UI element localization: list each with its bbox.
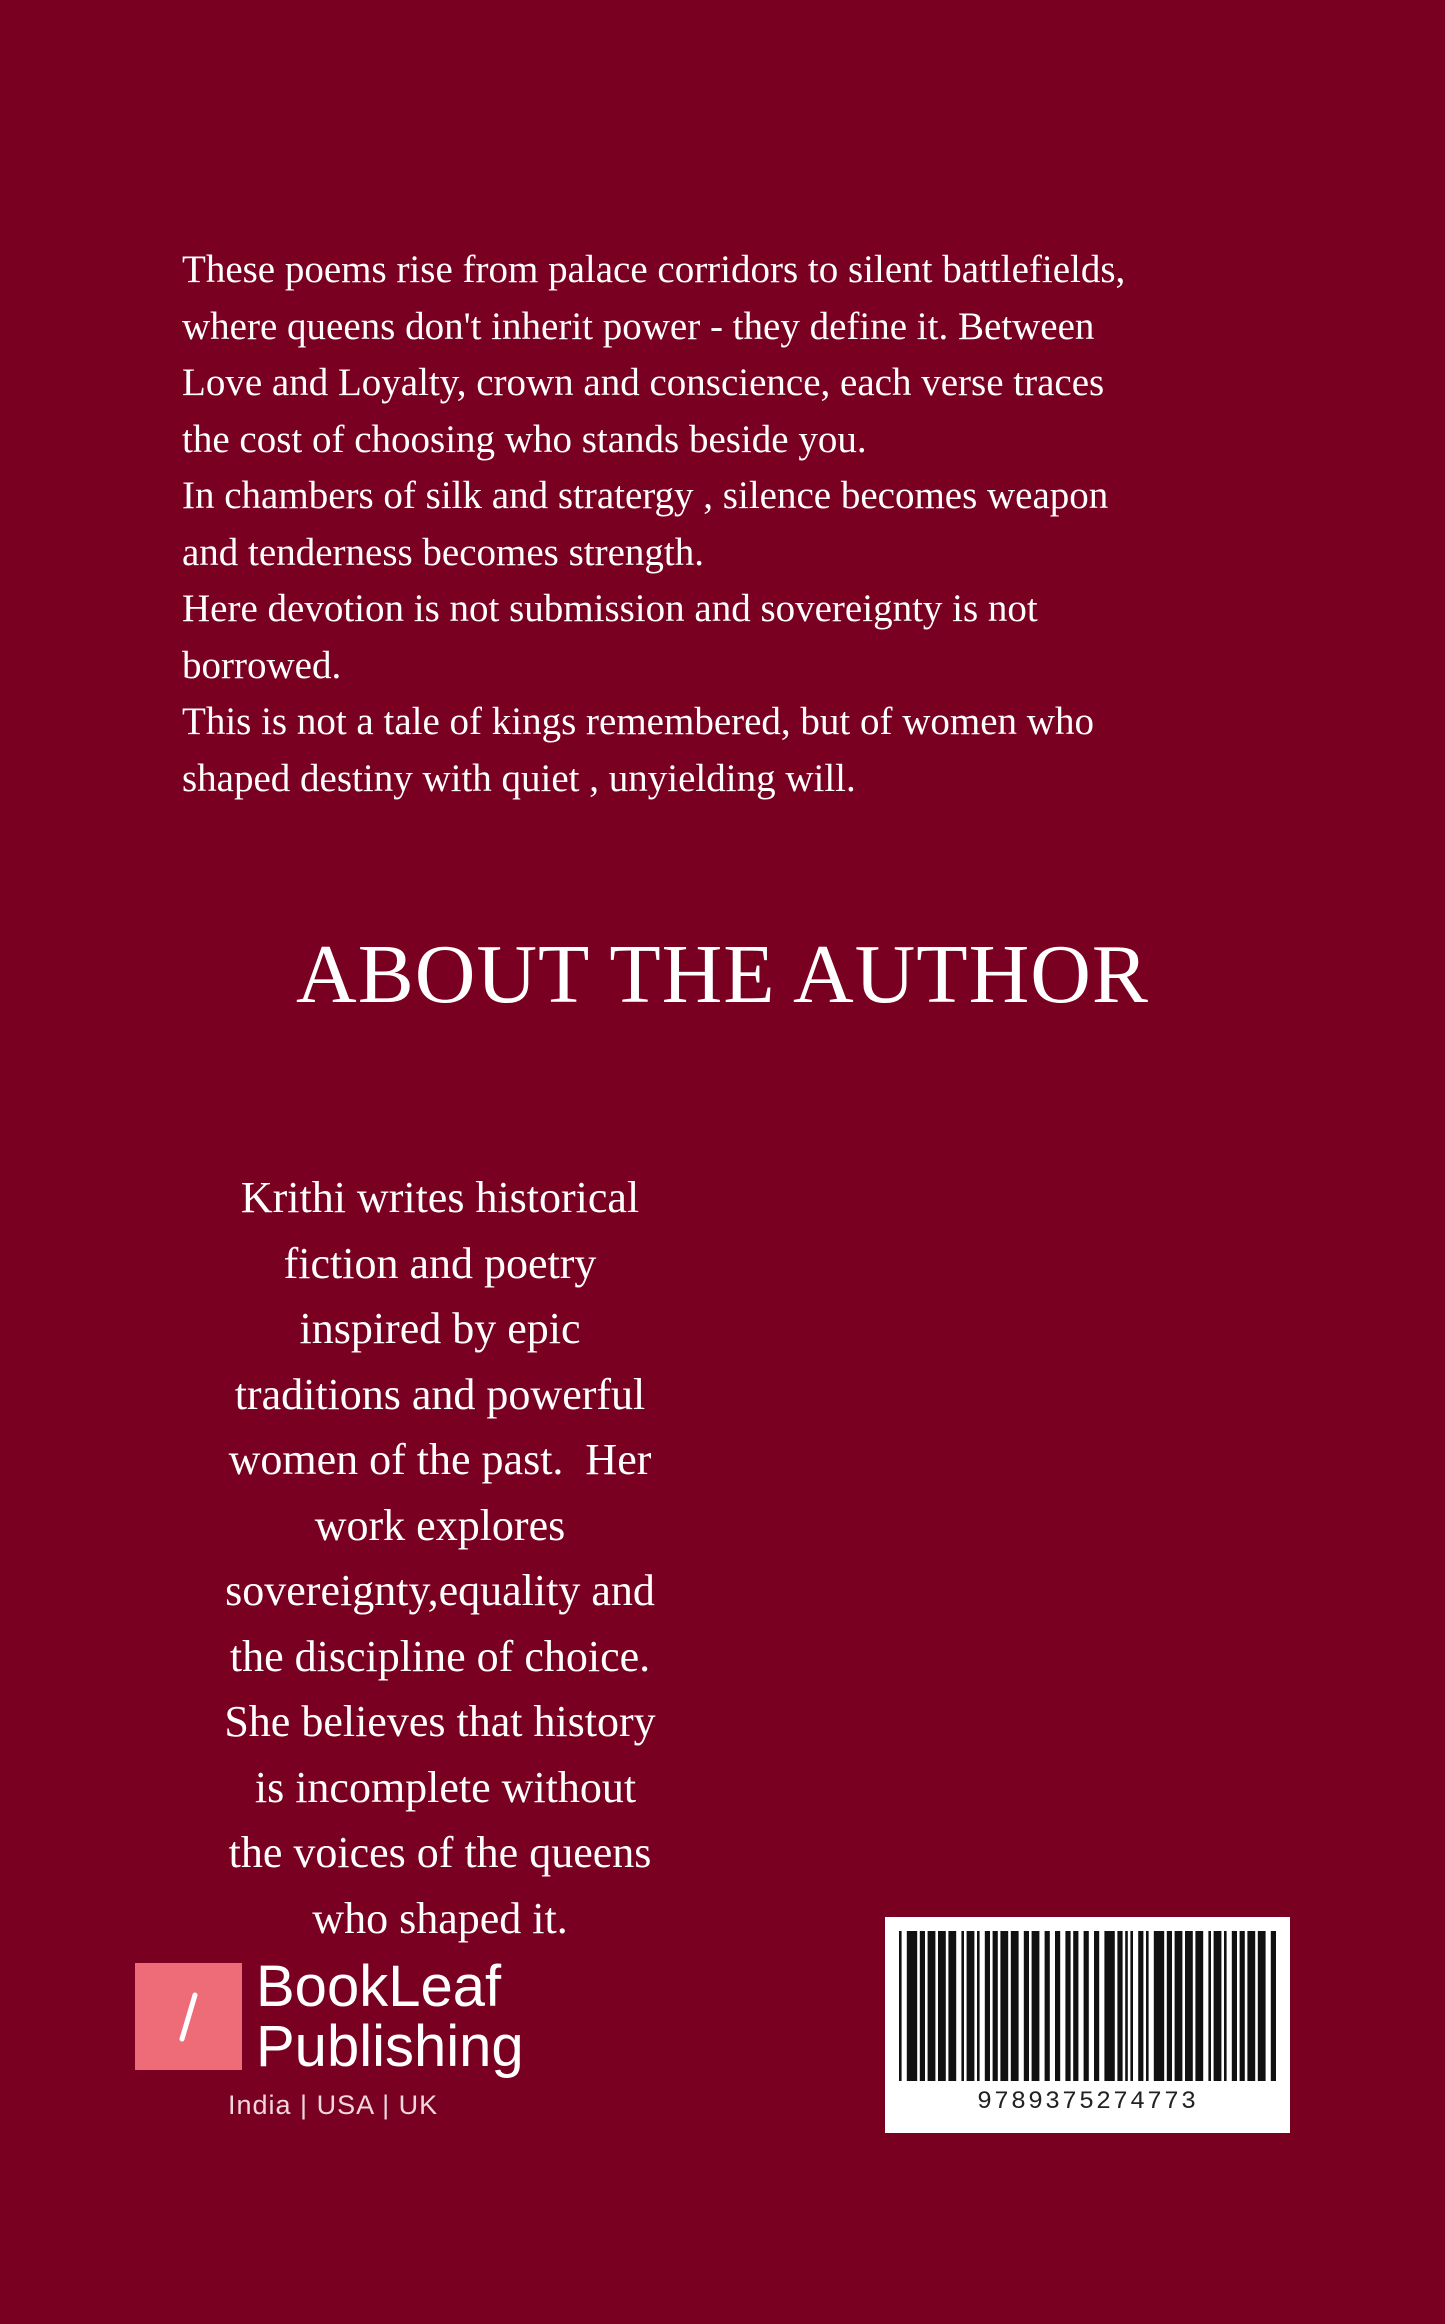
isbn-number: 9789375274773 [976, 2087, 1199, 2116]
bio-line: who shaped it. [312, 1893, 568, 1943]
barcode-bar [1117, 1931, 1122, 2081]
barcode-bar [985, 1931, 990, 2081]
barcode-bar [1011, 1931, 1019, 2081]
barcode-bar [1154, 1931, 1164, 2081]
barcode-bar [1000, 1931, 1008, 2081]
barcode-bar [993, 1931, 998, 2081]
bio-line: She believes that history [224, 1697, 656, 1746]
barcode-bar [1032, 1931, 1040, 2081]
barcode-bar [1247, 1931, 1255, 2081]
bio-line: fiction and poetry [283, 1238, 597, 1288]
barcode-bar [1065, 1931, 1070, 2081]
bio-line: the discipline of choice. [229, 1631, 651, 1681]
barcode-bar [1224, 1931, 1227, 2081]
barcode-bar [1195, 1931, 1203, 2081]
barcode-bar [1232, 1931, 1237, 2081]
bio-line: Krithi writes historical [240, 1173, 640, 1222]
publisher-name-line1: BookLeaf [256, 1954, 502, 2019]
barcode-bar [920, 1931, 925, 2081]
barcode-bar [1214, 1931, 1222, 2081]
blurb-line: where queens don't inherit power - they define it. Between [182, 304, 1095, 348]
barcode-bar [1175, 1931, 1183, 2081]
slash-mark [135, 1963, 242, 2070]
bio-line: women of the past. Her [228, 1435, 652, 1484]
barcode-bar [899, 1931, 902, 2081]
barcode-bar [1104, 1931, 1114, 2081]
barcode-bar [1258, 1931, 1266, 2081]
blurb-line: These poems rise from palace corridors to silent battlefields, [182, 248, 1126, 291]
publisher-name-line2: Publishing [256, 2014, 524, 2079]
bio-line: inspired by epic [299, 1304, 581, 1353]
bio-line: work explores [314, 1500, 566, 1550]
blurb-line: In chambers of silk and stratergy , silence becomes weapon [182, 474, 1109, 517]
blurb-line: and tenderness becomes strength. [182, 530, 705, 574]
barcode-bar [1130, 1931, 1133, 2081]
barcode-bar [1125, 1931, 1128, 2081]
barcode-bar [1024, 1931, 1029, 2081]
barcode-bar [938, 1931, 946, 2081]
barcode-bar [1146, 1931, 1149, 2081]
barcode-bar [977, 1931, 980, 2081]
barcode-bar [1240, 1931, 1245, 2081]
publisher-name [256, 1954, 524, 2079]
barcode-bar [1138, 1931, 1143, 2081]
barcode-bar [1055, 1931, 1060, 2081]
barcode-bar [1094, 1931, 1099, 2081]
isbn-barcode [885, 1917, 1290, 2133]
bio-line: is incomplete without [243, 1762, 637, 1812]
author-bio [190, 1165, 690, 1951]
blurb-line: the cost of choosing who stands beside you. [182, 417, 867, 461]
back-cover-blurb [182, 242, 1262, 807]
blurb-line: borrowed. [182, 643, 342, 687]
barcode-bar [928, 1931, 936, 2081]
bio-line: traditions and powerful [234, 1369, 646, 1419]
barcode-bar [967, 1931, 975, 2081]
barcode-bar [948, 1931, 956, 2081]
barcode-bar [1084, 1931, 1089, 2081]
barcode-bar [1271, 1931, 1276, 2081]
barcode-bar [1185, 1931, 1193, 2081]
barcode-bar [1073, 1931, 1078, 2081]
publisher-regions: India | USA | UK [228, 2090, 439, 2120]
blurb-line: Love and Loyalty, crown and conscience, each verse traces [182, 361, 1105, 404]
blurb-line: shaped destiny with quiet , unyielding will. [182, 756, 856, 800]
bio-line: sovereignty,equality and [225, 1566, 655, 1615]
barcode-bar [1167, 1931, 1172, 2081]
about-author-heading: ABOUT THE AUTHOR [296, 928, 1149, 1021]
barcode-bar [907, 1931, 917, 2081]
barcode-bar [1045, 1931, 1050, 2081]
barcode-bar [961, 1931, 964, 2081]
bio-line: the voices of the queens [228, 1828, 652, 1877]
blurb-line: Here devotion is not submission and sovereignty is not [182, 587, 1038, 630]
blurb-line: This is not a tale of kings remembered, but of women who [182, 700, 1094, 743]
barcode-bar [1208, 1931, 1211, 2081]
